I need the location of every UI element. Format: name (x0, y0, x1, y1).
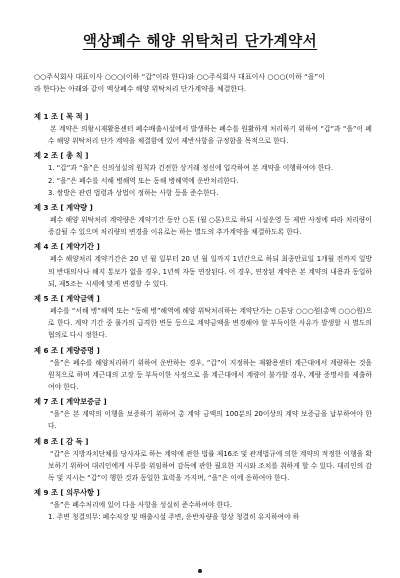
article-3 (34, 202, 372, 238)
article-5 (34, 293, 372, 342)
article-heading: 제 4 조 [ 계약기간 ] (34, 242, 100, 252)
article-1 (34, 111, 372, 147)
article-paragraph: “을”은 폐수처리에 있어 다음 사항을 성실히 준수하여야 한다. (50, 501, 232, 510)
article-item: 1. 주변 청결의무: 폐수저장 및 배출시설 주변, 운반차량을 항상 청결히 유지하여야 하 (48, 513, 300, 522)
article-6 (34, 345, 372, 394)
article-2 (34, 150, 372, 199)
article-8 (34, 436, 372, 485)
page-dot-marker (198, 569, 202, 573)
article-heading: 제 8 조 [ 감 독 ] (34, 436, 89, 446)
article-9 (34, 487, 372, 523)
article-paragraph: 폐수 해양 위탁처리 계약량은 계약기간 동안 ○톤 (월 ○톤)으로 하되 시설운영 등 제반 사정에 따라 처리량이 증감될 수 있으며 처리량의 변경을 이유로는 하는 별도의 추가계약을 체결하도록 한다. (48, 216, 372, 237)
article-item: 3. 쌍방은 관련 법령과 상법이 정하는 사항 등을 준수한다. (48, 188, 219, 197)
contract-sections (34, 108, 372, 524)
intro-paragraph: ○○주식회사 대표이사 ○○○(이하 “갑”이라 한다)와 ○○주식회사 대표이사 ○○○(이하 “을”이 라 한다)는 아래와 같이 액상폐수 해양 위탁처리 단가계약을 체결한다. (34, 73, 325, 93)
article-paragraph: 본 계약은 의왕시재활용센터 폐수배출시설에서 발생하는 폐수를 원활하게 처리하기 위하여 “갑”과 “을”이 폐수 해양 위탁처리 단가 계약을 체결함에 있어 제반사항을 규정함을 목적으로 한다. (48, 125, 372, 146)
article-item: 1. “갑”과 “을”은 신의성실의 원칙과 건전한 상거래 정신에 입각하여 본 계약을 이행하여야 한다. (48, 164, 334, 173)
article-heading: 제 6 조 [ 계량증명 ] (34, 345, 100, 355)
article-heading: 제 3 조 [ 계약량 ] (34, 203, 93, 213)
article-item: 2. “을”은 폐수를 서해 병해역 또는 동해 병해역에 운반처리한다. (48, 176, 239, 185)
article-4 (34, 241, 372, 290)
article-paragraph: “을”은 폐수를 해양처리하기 위하여 운반하는 경우, “갑”이 지정하는 재활용센터 계근대에서 계량하는 것을 원칙으로 하며 계근대의 고장 등 부득이한 사정으로 을 계근대에서 계량이 불가할 경우, 계량 증명서를 제출하여야 한다. (48, 358, 372, 392)
article-heading: 제 9 조 [ 의무사항 ] (34, 488, 100, 498)
article-paragraph: 폐수 해양처리 계약기간은 20 년 월 일부터 20 년 월 일까지 1년간으로 하되 최종만료일 1개월 전까지 일방의 반대의사나 해지 통보가 없을 경우, 1년씩 자동 연장된다. 이 경우, 연장된 계약은 본 계약의 내용과 동일하되, 제5조는 시세에 맞게 변경할 수 있다. (48, 255, 372, 288)
article-heading: 제 7 조 [ 계약보증금 ] (34, 397, 107, 407)
article-heading: 제 2 조 [ 총 칙 ] (34, 151, 89, 161)
article-paragraph: 폐수를 “서해 병”해역 또는 “동해 병”해역에 해양 위탁처리하는 계약단가는 ○톤당 ○○○원(총액 ○○○원)으로 한다. 계약 기간 중 물가의 급격한 변동 등으로 계약금액을 변경해야 할 부득이한 사유가 발생할 시 별도의 협의로 다시 정한다. (48, 307, 372, 340)
article-paragraph: “갑”은 지방자치단체를 당사자로 하는 계약에 관한 법률 제16조 및 관계법규에 의한 계약의 적정한 이행을 확보하기 위하여 대리인에게 사무를 위임하여 감독에 관한 필요한 지시와 조치를 취하게 할 수 있다. 대리인의 감독 및 지시는 “갑”이 행한 것과 동일한 효력을 가지며, “을”은 이에 응하여야 한다. (48, 449, 372, 483)
article-heading: 제 1 조 [ 목 적 ] (34, 112, 89, 121)
article-heading: 제 5 조 [ 계약금액 ] (34, 294, 100, 304)
article-paragraph: “을”은 본 계약의 이행을 보증하기 위하여 총 계약 금액의 100분의 20이상의 계약 보증금을 납부하여야 한다. (48, 410, 372, 431)
article-7 (34, 396, 372, 432)
document-title: 액상폐수 해양 위탁처리 단가계약서 (82, 34, 318, 50)
